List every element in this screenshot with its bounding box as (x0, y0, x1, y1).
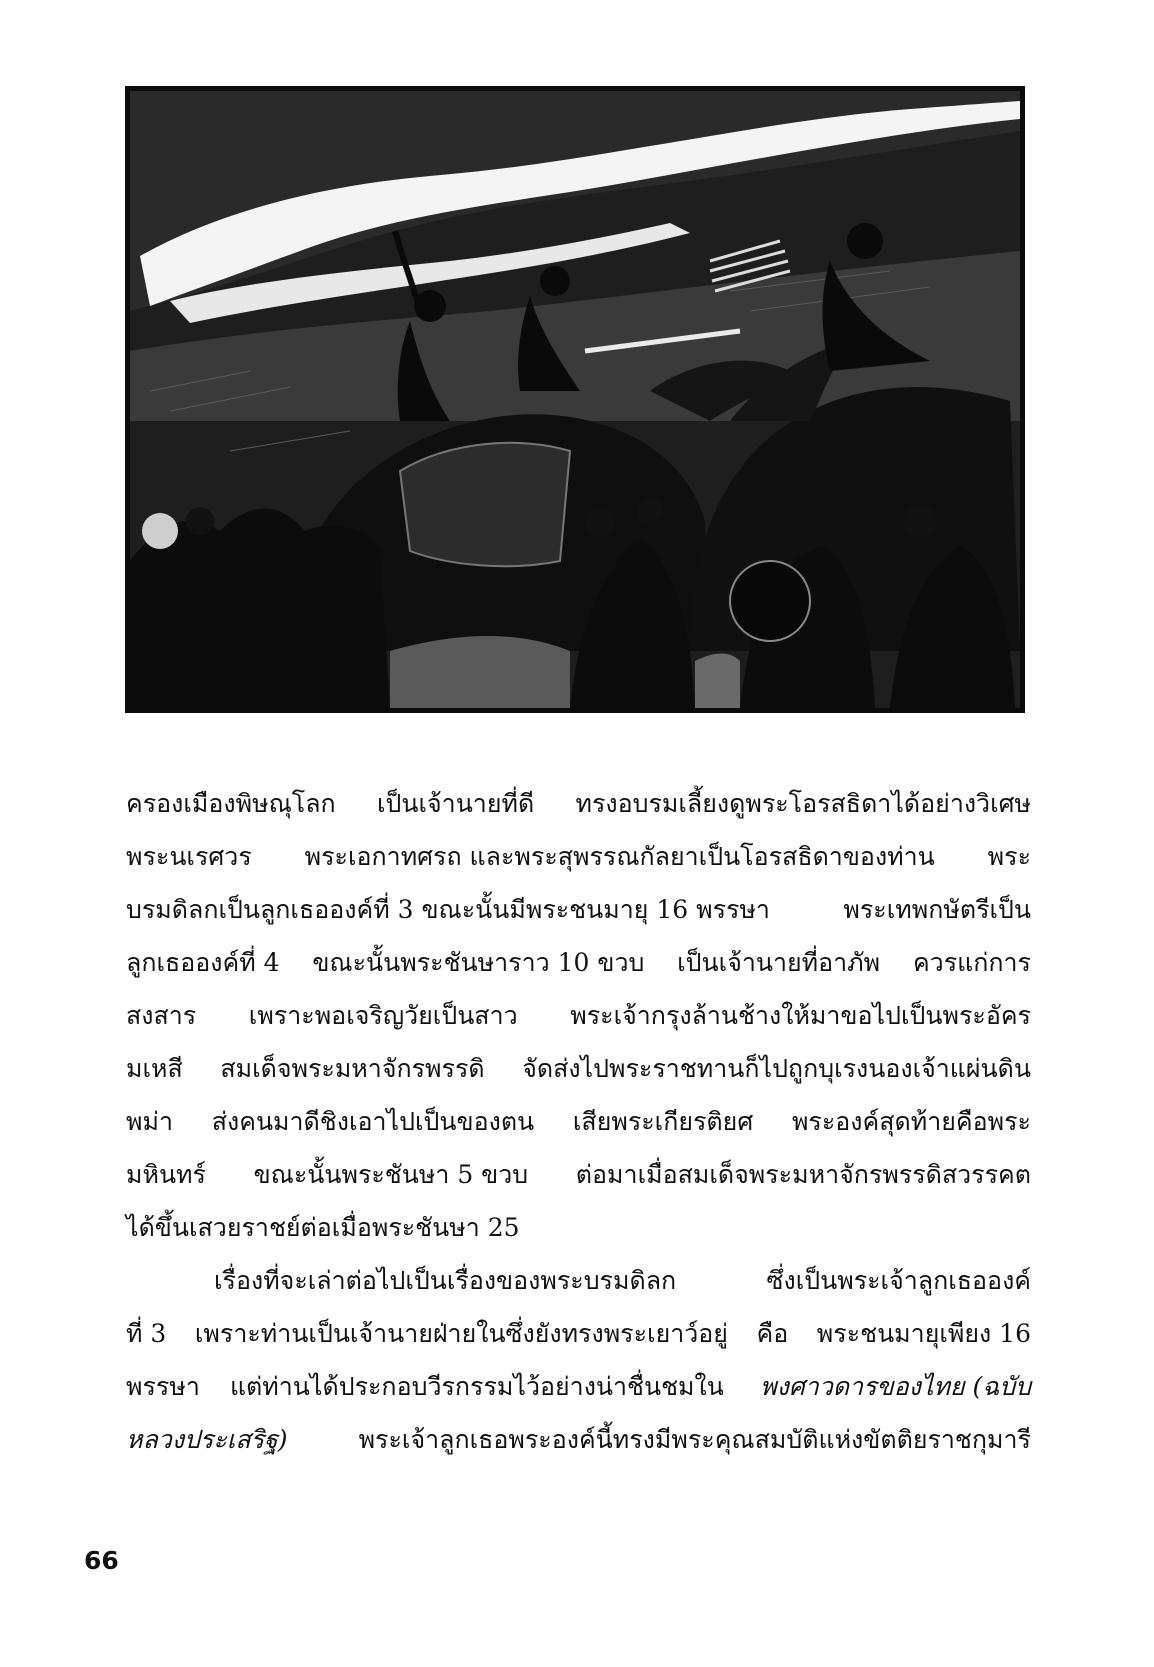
text-segment: พม่า (126, 1107, 173, 1136)
text-line (126, 1201, 1031, 1254)
text-segment: มเหสี (126, 1054, 183, 1083)
text-segment: เพราะท่านเป็นเจ้านายฝ่ายในซึ่งยังทรงพระเยาว์อยู่ (194, 1319, 728, 1348)
text-line (126, 883, 1031, 936)
text-segment: คือ (756, 1319, 789, 1348)
text-segment: เสียพระเกียรติยศ (572, 1107, 754, 1136)
text-segment: ทรงอบรมเลี้ยงดูพระโอรสธิดาได้อย่างวิเศษ (575, 789, 1031, 818)
text-segment: สมเด็จพระมหาจักรพรรดิ (220, 1054, 485, 1083)
text-segment: พรรษา (126, 1372, 200, 1401)
text-segment: ควรแก่การ (912, 948, 1031, 977)
text-line (126, 1042, 1031, 1095)
text-segment: ต่อมาเมื่อสมเด็จพระมหาจักรพรรดิสวรรคต (575, 1160, 1031, 1189)
text-segment: พระนเรศวร (126, 842, 252, 871)
body-text (126, 777, 1031, 1466)
text-line (126, 1413, 1031, 1466)
text-line (126, 1148, 1031, 1201)
text-line (126, 1254, 1031, 1307)
text-line (126, 1307, 1031, 1360)
book-title-italic: พงศาวดารของไทย (ฉบับ (760, 1372, 1031, 1401)
text-line (126, 777, 1031, 830)
text-segment: ที่ 3 (126, 1319, 167, 1348)
text-segment: แต่ท่านได้ประกอบวีรกรรมไว้อย่างน่าชื่นชมใน (229, 1372, 724, 1401)
text-segment: ได้ขึ้นเสวยราชย์ต่อเมื่อพระชันษา 25 (126, 1213, 520, 1242)
page-number: 66 (84, 1546, 119, 1575)
text-segment: พระชนมายุเพียง 16 (816, 1319, 1031, 1348)
text-line (126, 1095, 1031, 1148)
text-segment: เป็นเจ้านายที่ดี (376, 789, 535, 818)
text-segment: ลูกเธอองค์ที่ 4 (126, 948, 280, 977)
text-segment: สงสาร (126, 1001, 197, 1030)
war-elephants-illustration (125, 86, 1025, 713)
text-segment: พระเอกาทศรถ และพระสุพรรณกัลยาเป็นโอรสธิดาของท่าน (304, 842, 935, 871)
illustration-drawing (130, 91, 1020, 708)
text-segment: ขณะนั้นพระชันษา 5 ขวบ (253, 1160, 529, 1189)
text-segment: ซึ่งเป็นพระเจ้าลูกเธอองค์ (766, 1266, 1031, 1295)
text-segment: พระเทพกษัตรีเป็น (843, 895, 1031, 924)
text-line (126, 989, 1031, 1042)
text-segment: บรมดิลกเป็นลูกเธอองค์ที่ 3 ขณะนั้นมีพระชนมายุ 16 พรรษา (126, 895, 770, 924)
text-segment: เพราะพอเจริญวัยเป็นสาว (248, 1001, 518, 1030)
text-line (126, 830, 1031, 883)
text-segment: ครองเมืองพิษณุโลก (126, 789, 336, 818)
text-segment: ขณะนั้นพระชันษาราว 10 ขวบ (312, 948, 645, 977)
text-segment: พระเจ้ากรุงล้านช้างให้มาขอไปเป็นพระอัคร (570, 1001, 1031, 1030)
text-line (126, 936, 1031, 989)
text-segment: มหินทร์ (126, 1160, 206, 1189)
text-segment: พระ (987, 842, 1031, 871)
text-segment: พระองค์สุดท้ายคือพระ (791, 1107, 1031, 1136)
text-segment: เรื่องที่จะเล่าต่อไปเป็นเรื่องของพระบรมดิลก (214, 1266, 677, 1295)
text-segment: เป็นเจ้านายที่อาภัพ (677, 948, 881, 977)
text-line (126, 1360, 1031, 1413)
text-segment: พระเจ้าลูกเธอพระองค์นี้ทรงมีพระคุณสมบัติแห่งขัตติยราชกุมารี (358, 1425, 1031, 1454)
text-segment: ส่งคนมาดีชิงเอาไปเป็นของตน (211, 1107, 535, 1136)
text-segment: จัดส่งไปพระราชทานก็ไปถูกบุเรงนองเจ้าแผ่นดิน (522, 1054, 1031, 1083)
book-title-italic: หลวงประเสริฐ) (126, 1425, 288, 1454)
